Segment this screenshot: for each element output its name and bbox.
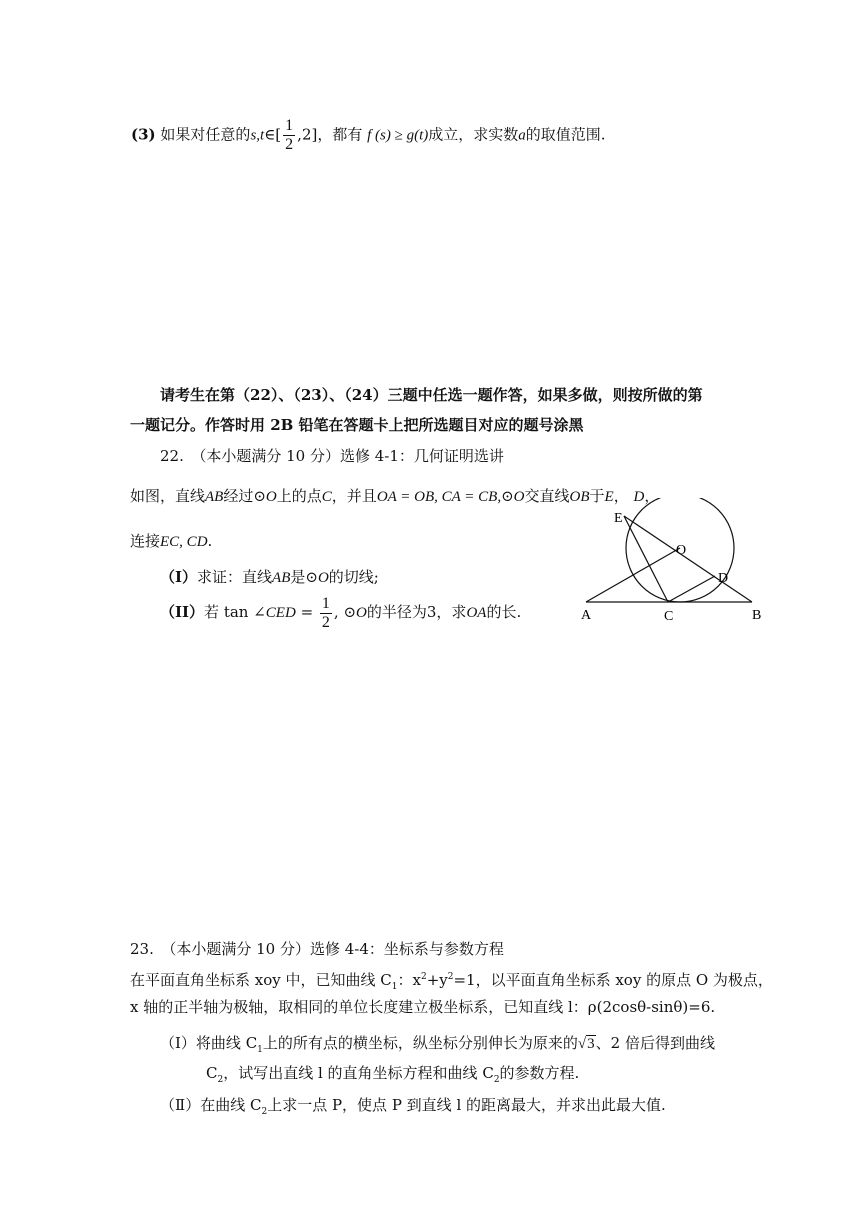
- q22-text: 上的点: [276, 487, 322, 505]
- var-C: C: [321, 489, 332, 505]
- q22-text: 如图，直线: [130, 487, 206, 505]
- var-st: s,t: [250, 127, 265, 144]
- q22-text: ，: [613, 487, 629, 505]
- q22-text: ，求: [436, 603, 467, 621]
- var-AB: AB: [205, 489, 224, 505]
- line-CD: [668, 576, 715, 602]
- geometry-figure: [572, 498, 772, 628]
- q21-part3: [131, 117, 606, 154]
- label-D: D: [718, 571, 729, 586]
- q22-stem-line2: [130, 531, 212, 552]
- label-O: O: [676, 543, 687, 558]
- q23-text: 的参数方程.: [499, 1064, 580, 1082]
- q23-text: ：x: [397, 971, 421, 989]
- q21-part3-text: 如果对任意的: [160, 125, 251, 144]
- equals-sign: =: [295, 603, 318, 621]
- q23-text: 上求一点 P，使点 P 到直线 l 的距离最大，并求出此最大值.: [267, 1096, 666, 1114]
- q23-part1-line1: [160, 1033, 715, 1060]
- q23-text: （Ⅱ）在曲线 C: [160, 1096, 262, 1114]
- label-C: C: [664, 609, 674, 624]
- superscript: 2: [420, 972, 427, 982]
- subscript: 1: [391, 982, 398, 992]
- q22-text: 求证：直线: [197, 568, 273, 586]
- q23-line2: x 轴的正半轴为极轴，取相同的单位长度建立极坐标系，已知直线 l：ρ(2cosθ-sinθ)=6.: [130, 998, 716, 1016]
- instruction-line-1: 请考生在第（22）、（23）、（24）三题中任选一题作答，如果多做，则按所做的第: [160, 386, 703, 404]
- q22-text: 于: [589, 487, 605, 505]
- q22-text: 连接: [130, 532, 161, 550]
- q22-text: 若 tan ∠: [204, 603, 266, 621]
- var-O: O: [356, 605, 367, 621]
- q22-text: 交直线: [524, 487, 570, 505]
- var-E: E: [604, 489, 614, 505]
- equality: OA = OB, CA = CB,: [376, 489, 502, 505]
- var-O: O: [317, 570, 329, 586]
- q22-part1: [160, 567, 379, 588]
- q22-text: .: [207, 532, 213, 550]
- sqrt-3: √3: [577, 1036, 595, 1052]
- q22-part1-number: （I）: [160, 568, 198, 586]
- q22-text: 的长.: [486, 603, 522, 621]
- q23-part1-line2: [206, 1063, 579, 1090]
- q22-text: 是⊙: [290, 568, 318, 586]
- radius-value: 3: [426, 603, 437, 621]
- label-E: E: [614, 511, 623, 526]
- subscript: 2: [261, 1107, 268, 1117]
- label-B: B: [752, 608, 762, 623]
- q21-part3-number: (3): [131, 125, 156, 144]
- q23-text: （Ⅰ）将曲线 C: [160, 1034, 258, 1052]
- q22-header: 22. （本小题满分 10 分）选修 4-1：几何证明选讲: [160, 447, 504, 465]
- line-OA: [586, 548, 680, 602]
- q22-part2: [160, 592, 521, 633]
- q21-part3-text2: ，都有: [317, 125, 363, 144]
- q21-part3-text4: 的取值范围.: [525, 125, 606, 144]
- instruction-line-2: 一题记分。作答时用 2B 铅笔在答题卡上把所选题目对应的题号涂黑: [130, 416, 584, 434]
- q23-part2: [160, 1095, 666, 1122]
- inequality: f (s) ≥ g(t): [367, 127, 429, 144]
- subscript: 1: [257, 1045, 263, 1055]
- frac-denominator: 2: [321, 613, 330, 631]
- frac-numerator: 1: [285, 117, 294, 134]
- var-OA: OA: [466, 605, 487, 621]
- q23-text: C: [206, 1064, 218, 1082]
- q23-line1: [130, 967, 773, 997]
- q23-text: ，试写出直线 l 的直角坐标方程和曲线 C: [223, 1064, 494, 1082]
- q22-part2-number: （II）: [160, 603, 205, 621]
- q22-text: ⊙: [501, 487, 514, 505]
- q23-text: +y: [426, 971, 448, 989]
- var-OB: OB: [569, 489, 590, 505]
- interval-open: ∈[: [264, 125, 282, 144]
- radicand: 3: [587, 1036, 595, 1052]
- q22-text: 的半径为: [366, 603, 427, 621]
- q23-text: 在平面直角坐标系 xoy 中，已知曲线 C: [130, 971, 392, 989]
- label-A: A: [581, 608, 592, 623]
- superscript: 2: [447, 972, 454, 982]
- var-O: O: [265, 489, 277, 505]
- q23-header: 23. （本小题满分 10 分）选修 4-4：坐标系与参数方程: [130, 940, 504, 958]
- var-AB: AB: [272, 570, 291, 586]
- q21-part3-text3: 成立，求实数: [428, 125, 519, 144]
- var-D: D: [633, 489, 645, 505]
- var-CED: CED: [265, 605, 296, 621]
- frac-numerator: 1: [321, 594, 330, 612]
- q22-text: 的切线;: [328, 568, 379, 586]
- q22-text: 经过⊙: [223, 487, 266, 505]
- var-EC-CD: EC, CD: [160, 534, 208, 550]
- subscript: 2: [493, 1075, 500, 1085]
- q23-text: =1，以平面直角坐标系 xoy 的原点 O 为极点，: [453, 971, 773, 989]
- q22-text: ，: [644, 487, 660, 505]
- q23-text: 、2 倍后得到曲线: [595, 1034, 715, 1052]
- subscript: 2: [217, 1075, 224, 1085]
- q23-text: 上的所有点的横坐标，纵坐标分别伸长为原来的: [262, 1034, 578, 1052]
- var-O: O: [513, 489, 525, 505]
- q22-text: , ⊙: [333, 603, 357, 621]
- fraction-half: [320, 595, 332, 632]
- q22-text: ，并且: [331, 487, 377, 505]
- frac-denominator: 2: [285, 136, 294, 153]
- fraction-half: [283, 117, 295, 154]
- interval-close: ,2]: [297, 125, 318, 144]
- var-a: a: [518, 127, 526, 144]
